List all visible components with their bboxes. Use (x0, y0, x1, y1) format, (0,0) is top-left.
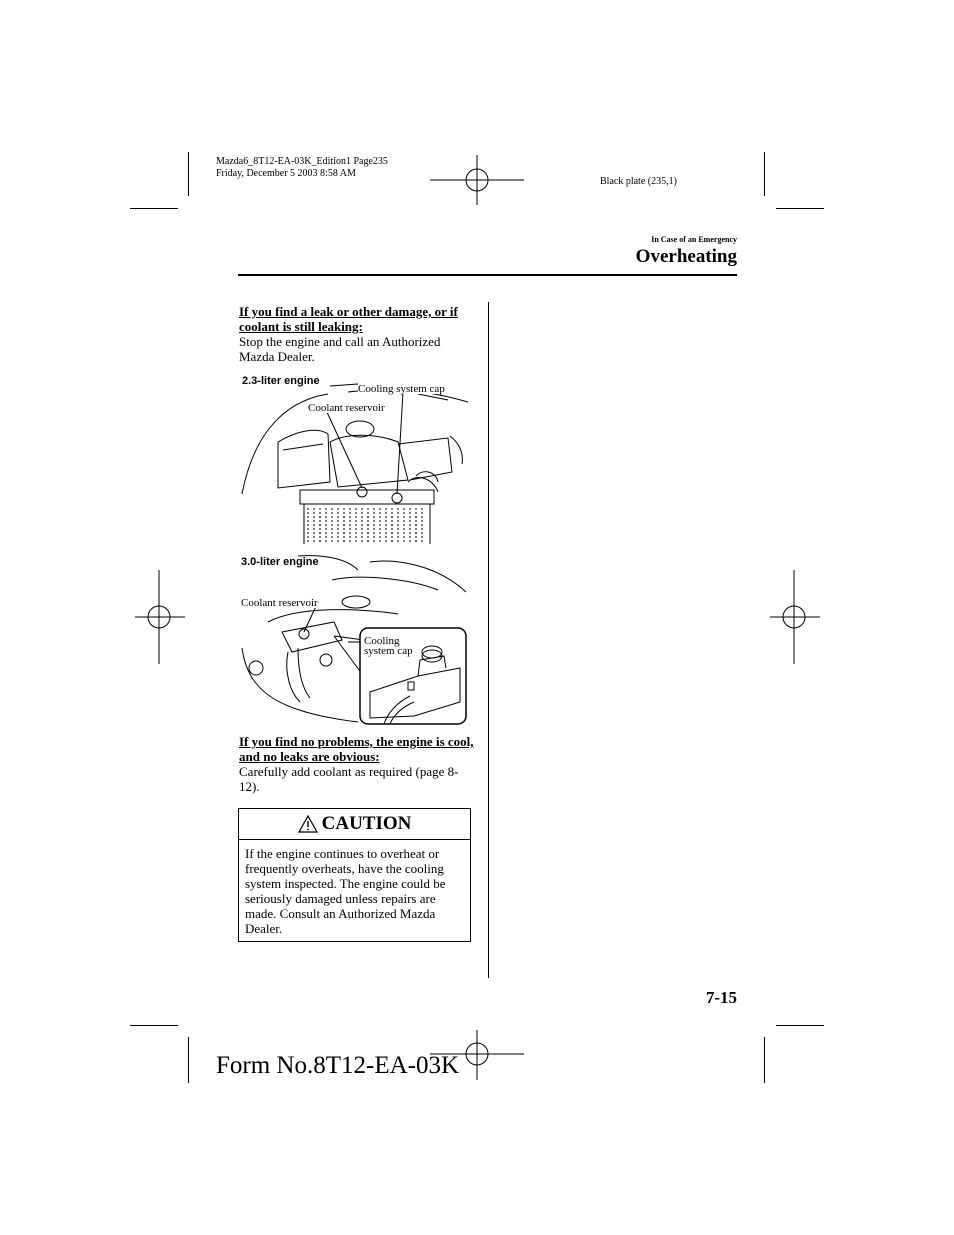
page-title: Overheating (635, 246, 737, 267)
no-problem-instructions (239, 734, 475, 794)
cooling-cap-callout-30-line2: system cap (364, 645, 413, 657)
caution-text: If the engine continues to overheat or frequently overheats, have the cooling system inspected. The engine could be seriously damaged unless repairs are made. Consult an Authorized Mazda Dealer. (245, 846, 446, 936)
caution-header (239, 809, 470, 840)
engine-23-illustration (238, 372, 478, 544)
form-number: Form No.8T12-EA-03K (216, 1052, 460, 1079)
caution-heading: CAUTION (321, 813, 412, 834)
figure-30-label: 3.0-liter engine (241, 556, 319, 568)
figure-30-liter-engine (238, 552, 468, 726)
cooling-cap-callout-30-line1: Cooling (364, 635, 400, 647)
engine-30-illustration (238, 552, 468, 726)
print-slug-datetime: Friday, December 5 2003 8:58 AM (216, 168, 356, 179)
registration-mark-left (135, 570, 185, 664)
figure-23-liter-engine (238, 372, 478, 544)
no-problem-heading: If you find no problems, the engine is cool, and no leaks are obvious: (239, 734, 474, 764)
plate-label: Black plate (235,1) (600, 176, 677, 187)
header-rule (238, 274, 737, 276)
leak-text: Stop the engine and call an Authorized Mazda Dealer. (239, 334, 441, 364)
registration-mark-top (430, 155, 524, 205)
figure-23-label: 2.3-liter engine (242, 375, 320, 387)
coolant-reservoir-callout-30: Coolant reservoir (241, 597, 318, 609)
section-title: In Case of an Emergency (651, 235, 737, 244)
cooling-cap-callout-30 (364, 636, 413, 656)
no-problem-text: Carefully add coolant as required (page 8-12). (239, 764, 459, 794)
caution-box (238, 808, 471, 942)
registration-mark-right (770, 570, 820, 664)
print-slug (216, 156, 388, 180)
column-divider (488, 302, 489, 978)
leak-heading: If you find a leak or other damage, or if coolant is still leaking: (239, 304, 458, 334)
leak-instructions (239, 304, 475, 364)
print-slug-filename: Mazda6_8T12-EA-03K_Edition1 Page235 (216, 156, 388, 167)
page-number: 7-15 (705, 988, 737, 1007)
warning-triangle-icon (298, 815, 318, 833)
cooling-cap-callout-23: Cooling system cap (358, 383, 445, 395)
coolant-reservoir-callout-23: Coolant reservoir (308, 402, 385, 414)
